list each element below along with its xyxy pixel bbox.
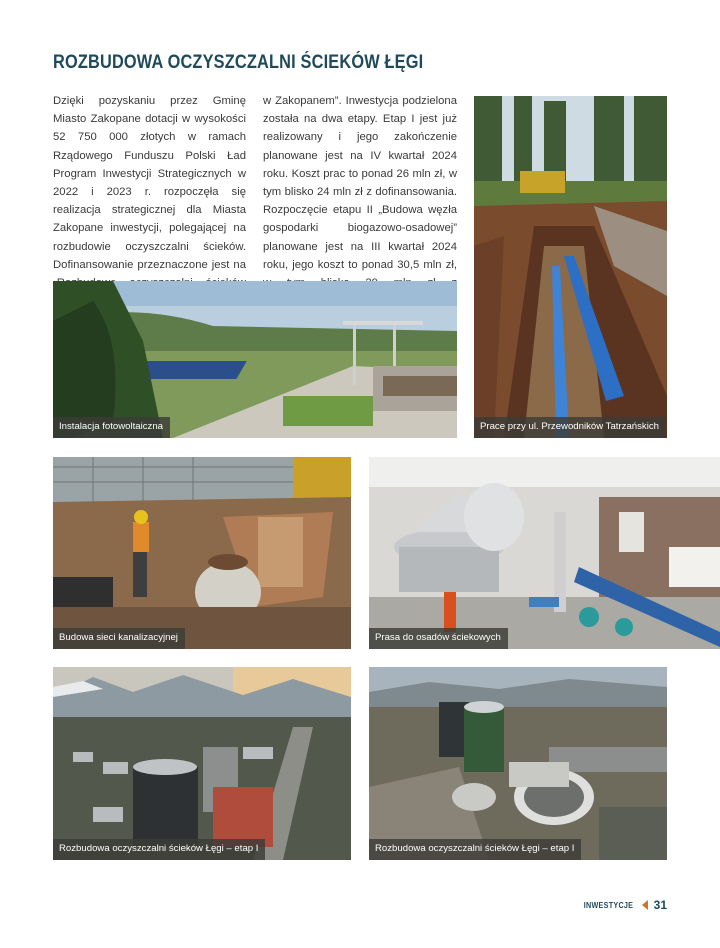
photo-caption: Instalacja fotowoltaiczna bbox=[53, 417, 170, 438]
photo-caption: Budowa sieci kanalizacyjnej bbox=[53, 628, 185, 649]
article-column-1: Dzięki pozyskaniu przez Gminę Miasto Zakopane dotacji w wysokości 52 750 000 złotych w ramach Rządowego Funduszu Polski Ład Program Inwestycji Strategicznych w 2022 i 2023 r. rozpoczęła się realizacja strategicznej dla Miasta Zakopane inwestycji, polegającej na rozbudowie oczyszczalni ścieków. Dofinansowanie przeznaczone jest na bbox=[53, 95, 246, 271]
photo-aerial-stage-1-b bbox=[369, 667, 667, 860]
photo-aerial-stage-1-a bbox=[53, 667, 351, 860]
page-number: 31 bbox=[653, 898, 667, 912]
triangle-left-icon bbox=[642, 900, 648, 910]
photo-solar-installation bbox=[53, 281, 457, 438]
photo-pipe-works bbox=[474, 96, 667, 438]
photo-sewer-construction bbox=[53, 457, 351, 649]
photo-caption: Prace przy ul. Przewodników Tatrzańskich bbox=[474, 417, 666, 438]
article-column-2: w Zakopanem”. Inwestycja podzielona została na dwa etapy. Etap I jest już realizowany i jego zakończenie planowane jest na IV kwartał 2024 roku. Koszt prac to ponad 26 mln zł, w tym blisko 24 mln zł z dofinansowania. Rozpoczęcie etapu II „Budowa węzła gospodarki biogazowo-osadowej” planowane jest na III kwartał 2024 roku, jego koszt to ponad 30,5 mln zł, bbox=[263, 95, 457, 271]
article-title: ROZBUDOWA OCZYSZCZALNI ŚCIEKÓW ŁĘGI bbox=[53, 52, 424, 73]
photo-caption: Rozbudowa oczyszczalni ścieków Łęgi – etap I bbox=[369, 839, 581, 860]
photo-caption: Prasa do osadów ściekowych bbox=[369, 628, 508, 649]
page-footer bbox=[581, 898, 667, 912]
footer-section-label: INWESTYCJE bbox=[583, 900, 633, 910]
photo-caption: Rozbudowa oczyszczalni ścieków Łęgi – etap I bbox=[53, 839, 265, 860]
photo-sludge-press bbox=[369, 457, 720, 649]
